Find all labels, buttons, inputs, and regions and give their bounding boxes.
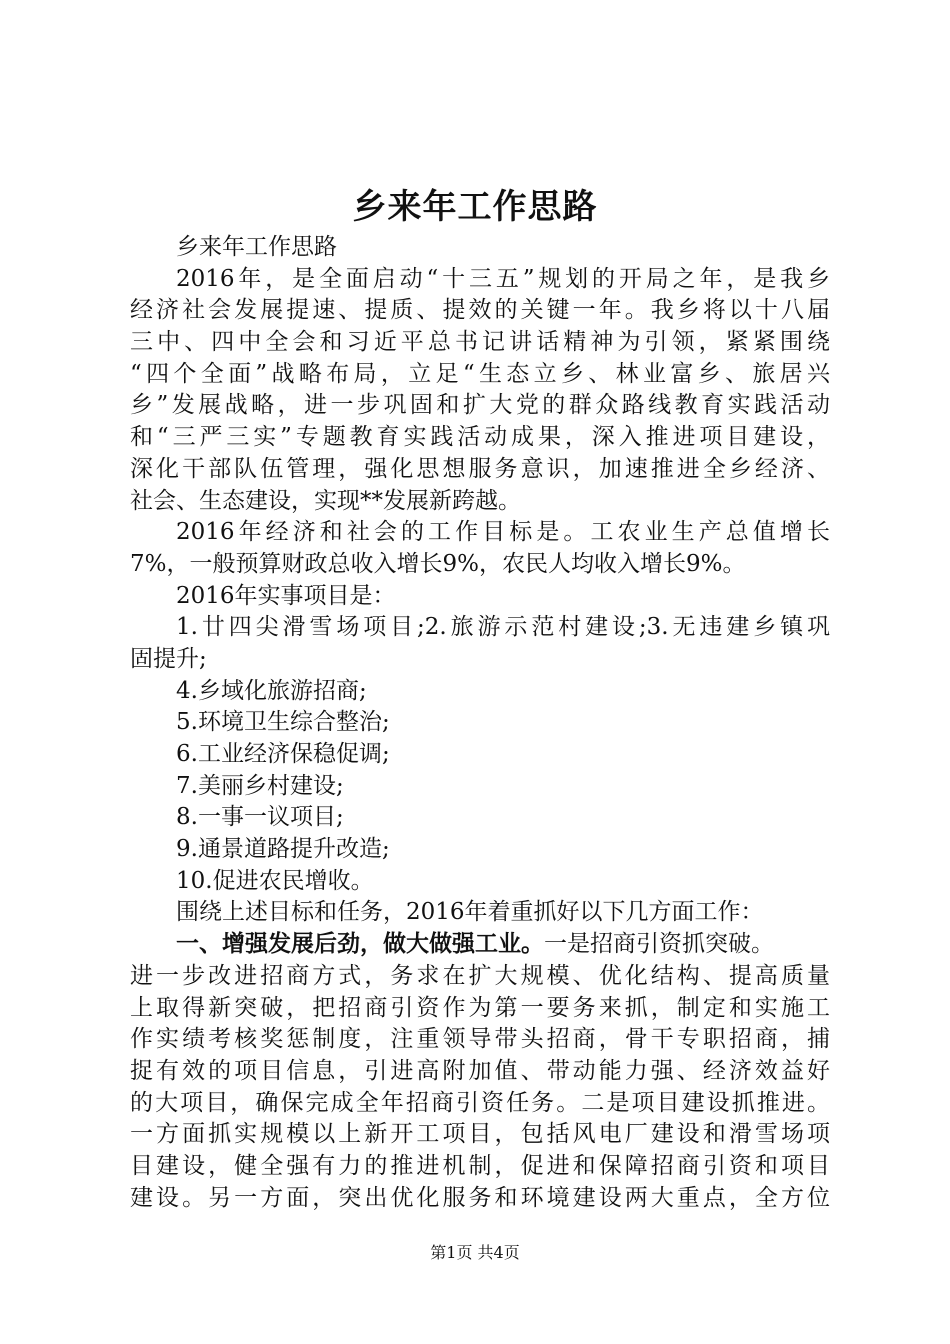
text-line: 进一步改进招商方式，务求在扩大规模、优化结构、提高质量: [130, 962, 830, 989]
text-line: 8.一事一议项目;: [176, 804, 344, 831]
text-line: 7%，一般预算财政总收入增长9%，农民人均收入增长9%。: [130, 550, 746, 577]
text-line: 2016年经济和社会的工作目标是。工农业生产总值增长: [176, 519, 830, 546]
text-line: 9.通景道路提升改造;: [176, 836, 390, 863]
text-line: 围绕上述目标和任务，2016年着重抓好以下几方面工作：: [176, 899, 764, 926]
text-line: 4.乡域化旅游招商;: [176, 677, 367, 704]
text-line: 社会、生态建设，实现**发展新跨越。: [130, 487, 521, 514]
page-footer: 第1页 共4页: [430, 1243, 520, 1262]
text-line: 2016年，是全面启动“十三五”规划的开局之年，是我乡: [176, 265, 830, 292]
section-heading: 一、增强发展后劲，做大做强工业。: [176, 931, 544, 958]
text-line: 一方面抓实规模以上新开工项目，包括风电厂建设和滑雪场项: [130, 1121, 830, 1148]
text-line: 乡”发展战略，进一步巩固和扩大党的群众路线教育实践活动: [130, 392, 830, 419]
text-run: 一是招商引资抓突破。: [544, 931, 774, 958]
text-line: 乡来年工作思路: [176, 234, 337, 260]
text-line: 6.工业经济保稳促调;: [176, 741, 390, 767]
text-line: 2016年实事项目是：: [176, 582, 396, 609]
text-line: 的大项目，确保完成全年招商引资任务。二是项目建设抓推进。: [130, 1089, 830, 1116]
text-line: 5.环境卫生综合整治;: [176, 709, 390, 736]
text-line: “四个全面”战略布局，立足“生态立乡、林业富乡、旅居兴: [130, 360, 830, 387]
text-line: 1.廿四尖滑雪场项目;2.旅游示范村建设;3.无违建乡镇巩: [176, 614, 830, 641]
text-line: 和“三严三实”专题教育实践活动成果，深入推进项目建设，: [130, 424, 830, 451]
text-line: 深化干部队伍管理，强化思想服务意识，加速推进全乡经济、: [130, 455, 830, 482]
text-line: 固提升;: [130, 645, 207, 672]
text-line: 三中、四中全会和习近平总书记讲话精神为引领，紧紧围绕: [130, 329, 830, 356]
text-line: 7.美丽乡村建设;: [176, 772, 344, 799]
text-line: 捉有效的项目信息，引进高附加值、带动能力强、经济效益好: [130, 1057, 830, 1084]
text-line: 建设。另一方面，突出优化服务和环境建设两大重点，全方位: [130, 1184, 830, 1211]
text-line: 作实绩考核奖惩制度，注重领导带头招商，骨干专职招商，捕: [130, 1026, 830, 1053]
text-line: 上取得新突破，把招商引资作为第一要务来抓，制定和实施工: [130, 994, 830, 1021]
text-line: 经济社会发展提速、提质、提效的关键一年。我乡将以十八届: [130, 297, 830, 324]
text-line: 目建设，健全强有力的推进机制，促进和保障招商引资和项目: [130, 1152, 830, 1179]
text-line: 10.促进农民增收。: [176, 867, 374, 894]
document-body: [130, 232, 830, 1214]
text-line: [130, 929, 830, 961]
document-title: 乡来年工作思路: [352, 187, 598, 227]
